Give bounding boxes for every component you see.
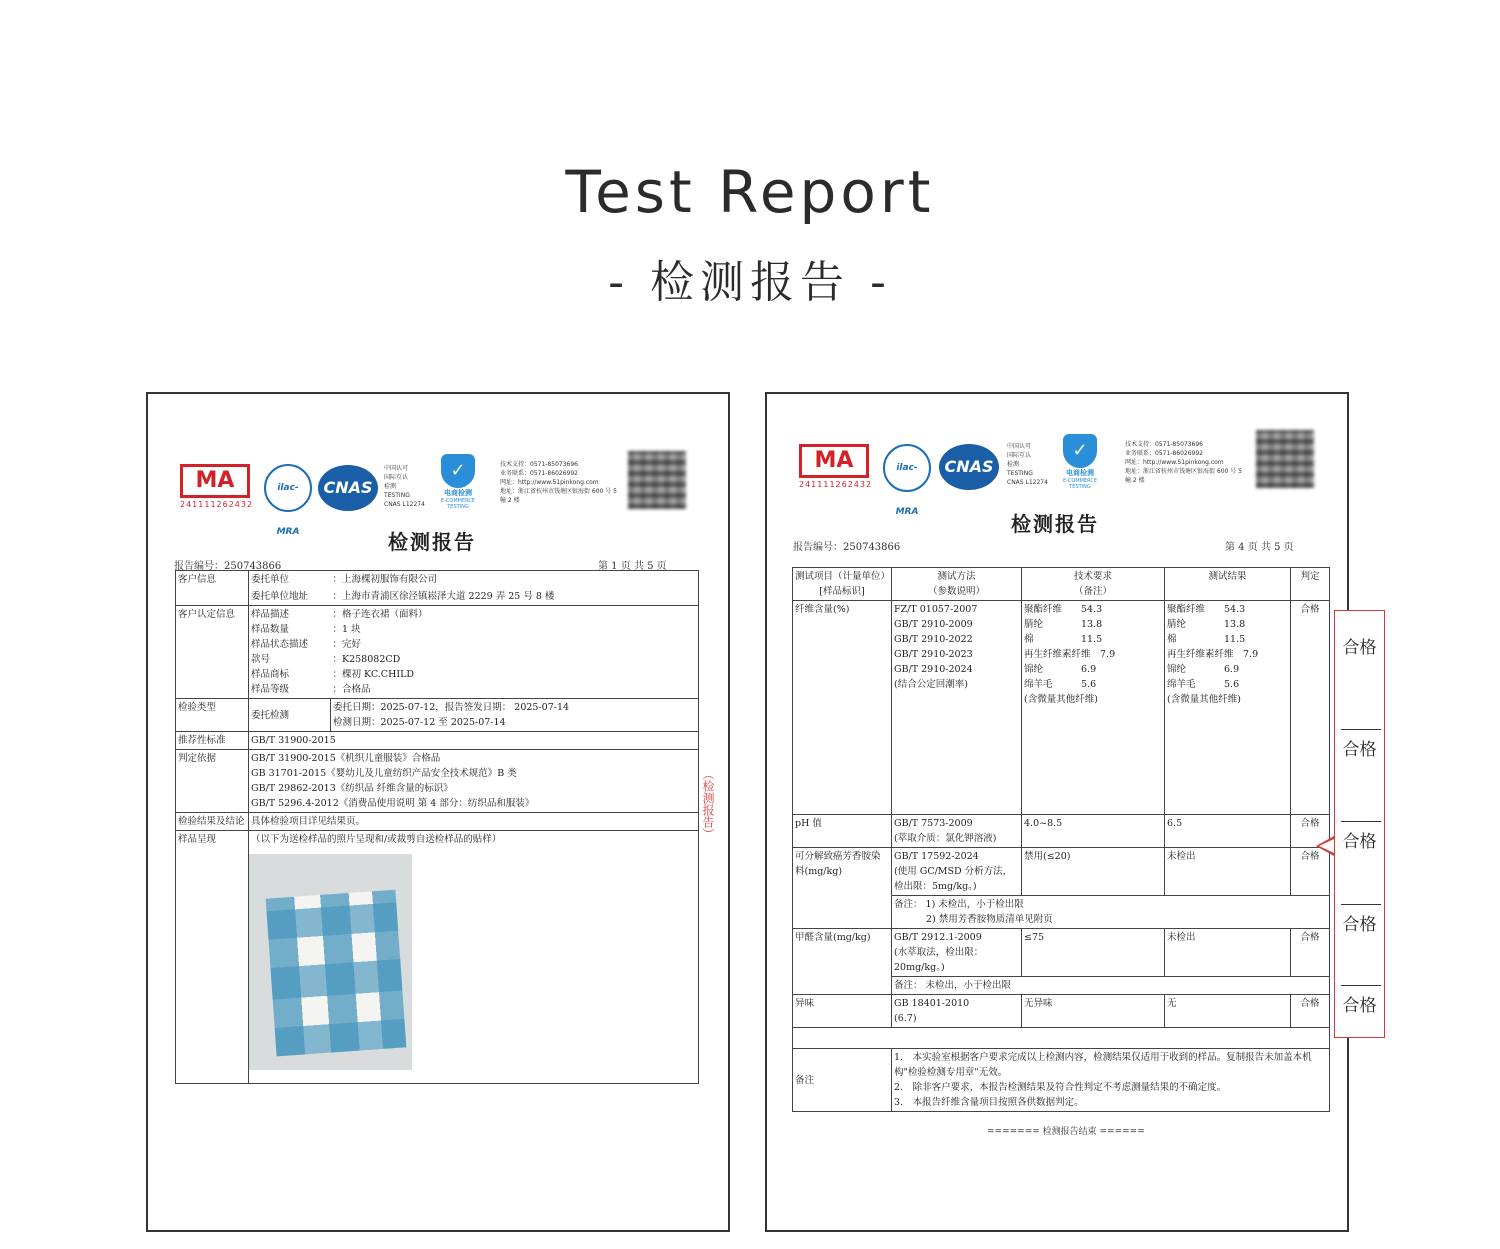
ilac-mra-logo: ilac-MRA	[883, 444, 931, 492]
main-subtitle: - 检测报告 -	[608, 257, 892, 308]
report-page-1	[146, 392, 730, 1232]
report-page-2	[765, 392, 1349, 1232]
check-shield-icon: ✓	[441, 454, 475, 488]
plaid-fabric-image	[266, 890, 407, 1057]
pass-callout	[1334, 610, 1385, 1038]
doc-title: 检测报告	[388, 530, 476, 554]
report-number: 报告编号：250743866	[174, 561, 282, 572]
pass-label-2: 合格	[1342, 740, 1377, 760]
pass-label-4: 合格	[1342, 915, 1377, 935]
contact-info: 技术支持：0571-85073696 业务联系：0571-86026992 网址：http://www.51pinkong.com 地址：浙江省杭州市钱塘区银海街 600 号 5 幢 2 楼	[1125, 441, 1242, 484]
report-end: ======= 检测报告结束 ======	[987, 1127, 1145, 1137]
cma-logo: MA 241111262432	[180, 464, 250, 514]
ecommerce-testing-logo: ✓ 电商检测 E-COMMERCE TESTING	[1052, 434, 1108, 490]
pass-label-5: 合格	[1342, 996, 1377, 1016]
main-title: Test Report	[565, 158, 935, 226]
red-side-stamp: （检测报告）	[701, 768, 715, 840]
qr-code-blurred	[1256, 430, 1314, 488]
page-number: 第 1 页 共 5 页	[598, 561, 667, 572]
qr-code-blurred	[628, 451, 686, 509]
ilac-mra-logo: ilac-MRA	[264, 464, 312, 512]
sample-photo	[249, 854, 412, 1070]
cell-recog-label: 客户认定信息	[176, 606, 249, 699]
cnas-logo: CNAS	[318, 465, 378, 511]
cnas-caption: 中国认可 国际互认 检测 TESTING CNAS L12274	[384, 465, 425, 508]
pass-label-1: 合格	[1342, 638, 1377, 658]
ecommerce-testing-logo: ✓ 电商检测 E-COMMERCE TESTING	[430, 454, 486, 510]
report-number: 报告编号：250743866	[793, 542, 901, 553]
cma-logo: MA 241111262432	[799, 444, 869, 494]
page-number: 第 4 页 共 5 页	[1225, 542, 1294, 553]
cnas-logo: CNAS	[939, 444, 999, 490]
check-shield-icon: ✓	[1063, 434, 1097, 468]
pass-label-3: 合格	[1342, 832, 1377, 852]
cnas-caption: 中国认可 国际互认 检测 TESTING CNAS L12274	[1007, 443, 1048, 486]
test-results-table: 测试项目（计量单位） [样品标识] 测试方法 （参数说明） 技术要求 （备注） 测试结果 判定 纤维含量(%) FZ/T 01057-2007 GB/T 2910-2009 GB/T 2910-2022 GB/T 2910-2023 GB/T 2910-2024 (结合公定回潮率) 聚酯纤维 54.3 腈纶 13.8 棉 11.5 再生纤维素纤维 7.9 锦纶 6.9 绵羊毛 5.6 (含微量其他纤维) 聚酯纤维 54.3 腈纶 13.8 棉 11.5 再生纤维素纤维 7.9 锦纶 6.9 绵羊毛 5.6 (含微量其他纤维) 合格 pH 值 GB/T 7573-2009 (萃取介质：氯化钾溶液) 4.0~8.5 6.5 合格 可分解致癌芳香胺染料(mg/kg) GB/T 17592-2024 (使用 GC/MSD 分析方法，检出限：5mg/kg。) 禁用(≤20) 未检出 合格 备注： 1) 未检出，小于检出限 2) 禁用芳香胺物质清单见附页 甲醛含量(mg/kg) GB/T 2912.1-2009 (水萃取法，检出限：20mg/kg。) ≤75 未检出 合格 备注： 未检出，小于检出限 异味 GB 18401-2010 (6.7) 无异味 无 合格 备注 1. 本实验室根据客户要求完成以上检测内容，检测结果仅适用于收到的样品。复制报告未加盖本机构"检验检测专用章"无效。 2. 除非客户要求，本报告检测结果及符合性判定不考虑测量结果的不确定度。 3. 本报告纤维含量项目按照各供数据判定。	[792, 567, 1330, 1112]
contact-info: 技术支持：0571-85073696 业务联系：0571-86026992 网址：http://www.51pinkong.com 地址：浙江省杭州市钱塘区银海街 600 号 5 幢 2 楼	[500, 461, 617, 504]
cell-client-info-label: 客户信息	[176, 571, 249, 606]
report-info-table: 客户信息 委托单位 ：上海棵初服饰有限公司 委托单位地址 ：上海市青浦区徐泾镇崧泽大道 2229 弄 25 号 8 楼 客户认定信息 样品描述 样品数量 样品状态描述 款号 样品商标 样品等级 ：格子连衣裙（面料） ：1 块 ：完好 ：K258082CD ：棵初 KC.CHILD ：合格品 检验类型 委托检测 委托日期：2025-07-12，报告签发日期： 2025-07-14 检测日期：2025-07-12 至 2025-07-14 推荐性标准 GB/T 31900-2015 判定依据 GB/T 31900-2015《机织儿童服装》合格品 GB 31701-2015《婴幼儿及儿童纺织产品安全技术规范》B 类 GB/T 29862-2013《纺织品 纤维含量的标识》 GB/T 5296.4-2012《消费品使用说明 第 4 部分：纺织品和服装》 检验结果及结论 具体检验项目详见结果页。 样品呈现 （以下为送检样品的照片呈现和/或裁剪自送检样品的贴样）	[175, 570, 699, 1084]
doc-title: 检测报告	[1011, 512, 1099, 536]
